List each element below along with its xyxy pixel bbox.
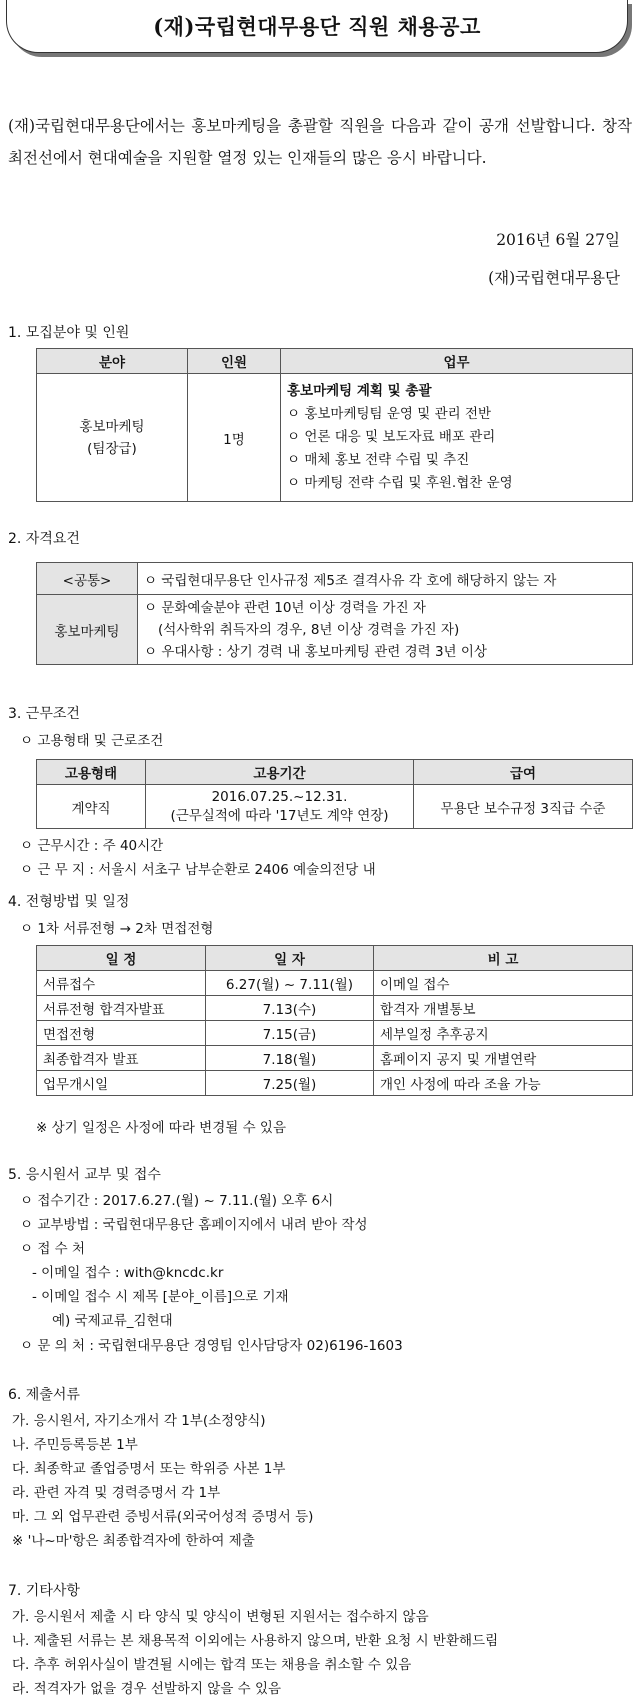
header-date: 일 자 — [206, 946, 374, 971]
recruitment-table — [36, 348, 633, 502]
header-count: 인원 — [188, 349, 281, 374]
schedule-table — [36, 945, 633, 1096]
header-duty: 업무 — [281, 349, 633, 374]
email-subject-rule: - 이메일 접수 시 제목 [분야_이름]으로 기재 — [32, 1289, 289, 1305]
employment-period — [146, 785, 414, 829]
pm-label: 홍보마케팅 — [37, 595, 138, 665]
email-subject-example: 예) 국제교류_김현대 — [52, 1313, 173, 1329]
etc-item: 가. 응시원서 제출 시 타 양식 및 양식이 변형된 지원서는 접수하지 않음 — [12, 1609, 429, 1625]
remark-cell: 합격자 개별통보 — [374, 996, 633, 1021]
stage-cell: 서류접수 — [37, 971, 206, 996]
header-period: 고용기간 — [146, 760, 414, 785]
table-row — [37, 1021, 633, 1046]
contact-info: ㅇ 문 의 처 : 국립현대무용단 경영팀 인사담당자 02)6196-1603 — [20, 1338, 403, 1354]
duty-item: ㅇ 홍보마케팅팀 운영 및 관리 전반 — [287, 406, 492, 422]
remark-cell: 개인 사정에 따라 조율 가능 — [374, 1071, 633, 1096]
section-5-heading: 5. 응시원서 교부 및 접수 — [8, 1167, 161, 1183]
document-item: 라. 관련 자격 및 경력증명서 각 1부 — [12, 1485, 221, 1501]
application-period: ㅇ 접수기간 : 2017.6.27.(월) ~ 7.11.(월) 오후 6시 — [20, 1193, 334, 1209]
period-note: (근무실적에 따라 '17년도 계약 연장) — [170, 807, 389, 824]
field-rank: (팀장급) — [87, 440, 137, 457]
common-label: <공통> — [37, 563, 138, 595]
header-pay: 급여 — [414, 760, 633, 785]
etc-item: 나. 제출된 서류는 본 채용목적 이외에는 사용하지 않으며, 반환 요청 시 반환해드림 — [12, 1633, 499, 1649]
period-dates: 2016.07.25.~12.31. — [211, 788, 348, 805]
schedule-note: ※ 상기 일정은 사정에 따라 변경될 수 있음 — [36, 1120, 287, 1136]
date-cell: 7.15(금) — [206, 1021, 374, 1046]
duty-item: ㅇ 언론 대응 및 보도자료 배포 관리 — [287, 429, 496, 445]
duty-cell — [281, 374, 633, 502]
header-stage: 일 정 — [37, 946, 206, 971]
date-cell: 6.27(월) ~ 7.11(월) — [206, 971, 374, 996]
field-name: 홍보마케팅 — [79, 418, 145, 435]
email-submission: - 이메일 접수 : with@kncdc.kr — [32, 1265, 224, 1281]
remark-cell: 홈페이지 공지 및 개별연락 — [374, 1046, 633, 1071]
count-cell: 1명 — [188, 374, 281, 502]
section-2-heading: 2. 자격요건 — [8, 531, 80, 547]
duty-title: 홍보마케팅 계획 및 총괄 — [287, 383, 432, 399]
document-item: 나. 주민등록등본 1부 — [12, 1437, 138, 1453]
stage-cell: 서류전형 합격자발표 — [37, 996, 206, 1021]
qualification-table — [36, 562, 633, 665]
duty-item: ㅇ 매체 홍보 전략 수립 및 추진 — [287, 452, 470, 468]
stage-cell: 면접전형 — [37, 1021, 206, 1046]
header-field: 분야 — [37, 349, 188, 374]
requirement-line: ㅇ 우대사항 : 상기 경력 내 홍보마케팅 관련 경력 3년 이상 — [144, 643, 487, 660]
common-text: ㅇ 국립현대무용단 인사규정 제5조 결격사유 각 호에 해당하지 않는 자 — [138, 563, 633, 595]
work-hours: ㅇ 근무시간 : 주 40시간 — [20, 838, 164, 854]
section-7-heading: 7. 기타사항 — [8, 1583, 80, 1599]
table-row — [37, 1071, 633, 1096]
stage-cell: 업무개시일 — [37, 1071, 206, 1096]
pm-requirements — [138, 595, 633, 665]
organization-name: (재)국립현대무용단 — [488, 269, 620, 287]
remark-cell: 세부일정 추후공지 — [374, 1021, 633, 1046]
table-row — [37, 996, 633, 1021]
duty-item: ㅇ 마케팅 전략 수립 및 후원.협찬 운영 — [287, 475, 513, 491]
date-cell: 7.18(월) — [206, 1046, 374, 1071]
process-subheading: ㅇ 1차 서류전형 → 2차 면접전형 — [20, 921, 214, 937]
document-item: 다. 최종학교 졸업증명서 또는 학위증 사본 1부 — [12, 1461, 286, 1477]
etc-item: 다. 추후 허위사실이 발견될 시에는 합격 또는 채용을 취소할 수 있음 — [12, 1657, 412, 1673]
field-cell — [37, 374, 188, 502]
header-type: 고용형태 — [37, 760, 146, 785]
employment-table — [36, 759, 633, 829]
title-box — [6, 0, 628, 53]
work-place: ㅇ 근 무 지 : 서울시 서초구 남부순환로 2406 예술의전당 내 — [20, 862, 376, 878]
table-row — [37, 1046, 633, 1071]
etc-item: 라. 적격자가 없을 경우 선발하지 않을 수 있음 — [12, 1681, 282, 1697]
requirement-line: (석사학위 취득자의 경우, 8년 이상 경력을 가진 자) — [158, 621, 460, 638]
section-4-heading: 4. 전형방법 및 일정 — [8, 894, 130, 910]
table-row — [37, 971, 633, 996]
document-note: ※ '나~마'항은 최종합격자에 한하여 제출 — [12, 1533, 255, 1549]
section-1-heading: 1. 모집분야 및 인원 — [8, 325, 130, 341]
submission-place: ㅇ 접 수 처 — [20, 1241, 86, 1257]
document-item: 가. 응시원서, 자기소개서 각 1부(소정양식) — [12, 1413, 266, 1429]
employment-subheading: ㅇ 고용형태 및 근로조건 — [20, 733, 164, 749]
stage-cell: 최종합격자 발표 — [37, 1046, 206, 1071]
announcement-date: 2016년 6월 27일 — [496, 231, 620, 249]
remark-cell: 이메일 접수 — [374, 971, 633, 996]
employment-pay: 무용단 보수규정 3직급 수준 — [414, 785, 633, 829]
intro-paragraph: (재)국립현대무용단에서는 홍보마케팅을 총괄할 직원을 다음과 같이 공개 선발합니다. 창작 최전선에서 현대예술을 지원할 열정 있는 인재들의 많은 응시 바랍니다. — [8, 117, 632, 167]
date-cell: 7.13(수) — [206, 996, 374, 1021]
header-remark: 비 고 — [374, 946, 633, 971]
distribution-method: ㅇ 교부방법 : 국립현대무용단 홈페이지에서 내려 받아 작성 — [20, 1217, 368, 1233]
section-6-heading: 6. 제출서류 — [8, 1387, 80, 1403]
employment-type: 계약직 — [37, 785, 146, 829]
requirement-line: ㅇ 문화예술분야 관련 10년 이상 경력을 가진 자 — [144, 599, 426, 616]
date-cell: 7.25(월) — [206, 1071, 374, 1096]
document-item: 마. 그 외 업무관련 증빙서류(외국어성적 증명서 등) — [12, 1509, 314, 1525]
section-3-heading: 3. 근무조건 — [8, 706, 80, 722]
page-title: (재)국립현대무용단 직원 채용공고 — [153, 14, 481, 39]
